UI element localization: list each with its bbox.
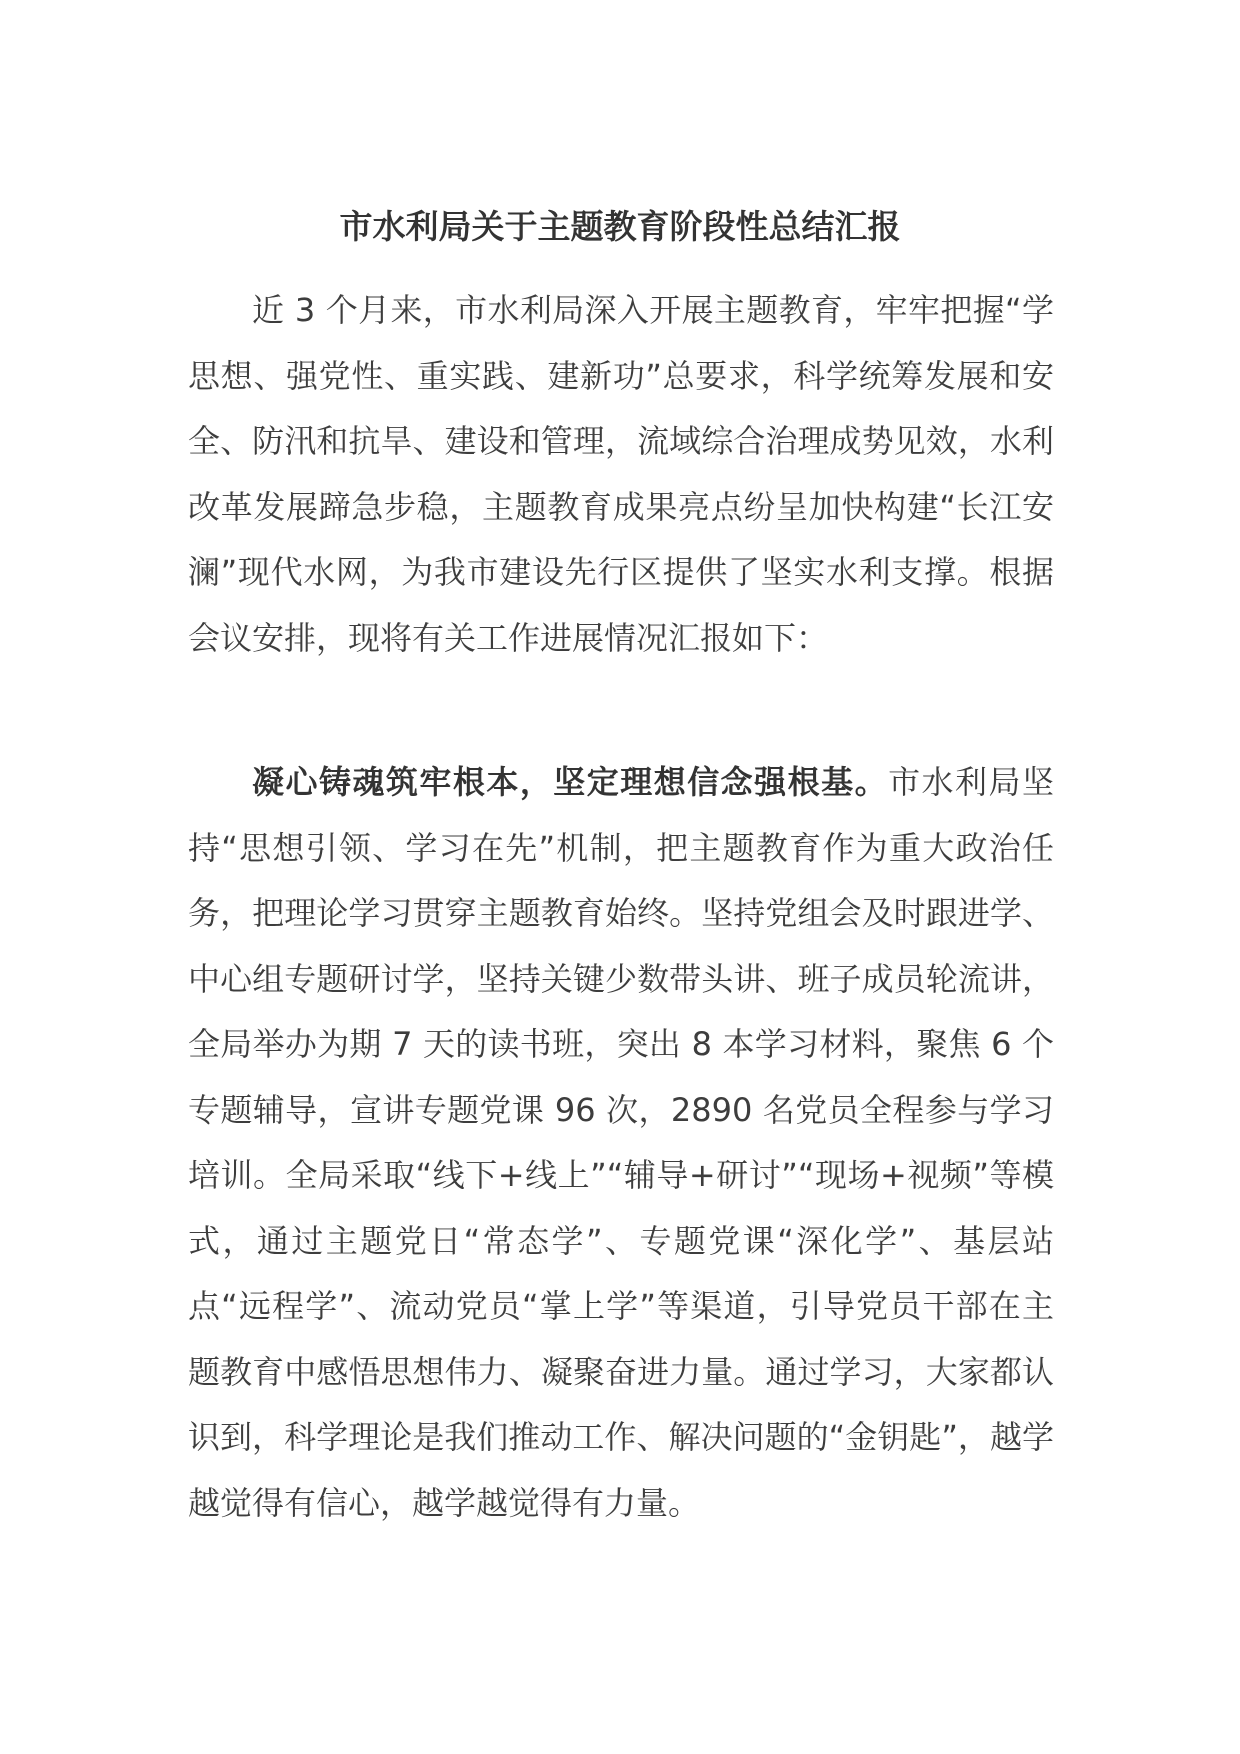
document-title: 市水利局关于主题教育阶段性总结汇报: [339, 207, 901, 246]
paragraph-lead-heading: 凝心铸魂筑牢根本，坚定理想信念强根基。: [252, 763, 889, 801]
paragraph-theory-study: [188, 750, 1054, 1536]
paragraph-body-text: 市水利局坚持“思想引领、学习在先”机制，把主题教育作为重大政治任务，把理论学习贯穿主题教育始终。坚持党组会及时跟进学、中心组专题研讨学，坚持关键少数带头讲、班子成员轮流讲，全局举办为期 7 天的读书班，突出 8 本学习材料，聚焦 6 个专题辅导，宣讲专题党课 96 次，2890 名党员全程参与学习培训。全局采取“线下+线上”“辅导+研讨”“现场+视频”等模式，通过主题党日“常态学”、专题党课“深化学”、基层站点“远程学”、流动党员“掌上学”等渠道，引导党员干部在主题教育中感悟思想伟力、凝聚奋进力量。通过学习，大家都认识到，科学理论是我们推动工作、解决问题的“金钥匙”，越学越觉得有信心，越学越觉得有力量。: [188, 763, 1054, 1522]
paragraph-intro: 近 3 个月来，市水利局深入开展主题教育，牢牢把握“学思想、强党性、重实践、建新功”总要求，科学统筹发展和安全、防汛和抗旱、建设和管理，流域综合治理成势见效，水利改革发展蹄急步稳，主题教育成果亮点纷呈加快构建“长江安澜”现代水网，为我市建设先行区提供了坚实水利支撑。根据会议安排，现将有关工作进展情况汇报如下：: [188, 291, 1054, 657]
